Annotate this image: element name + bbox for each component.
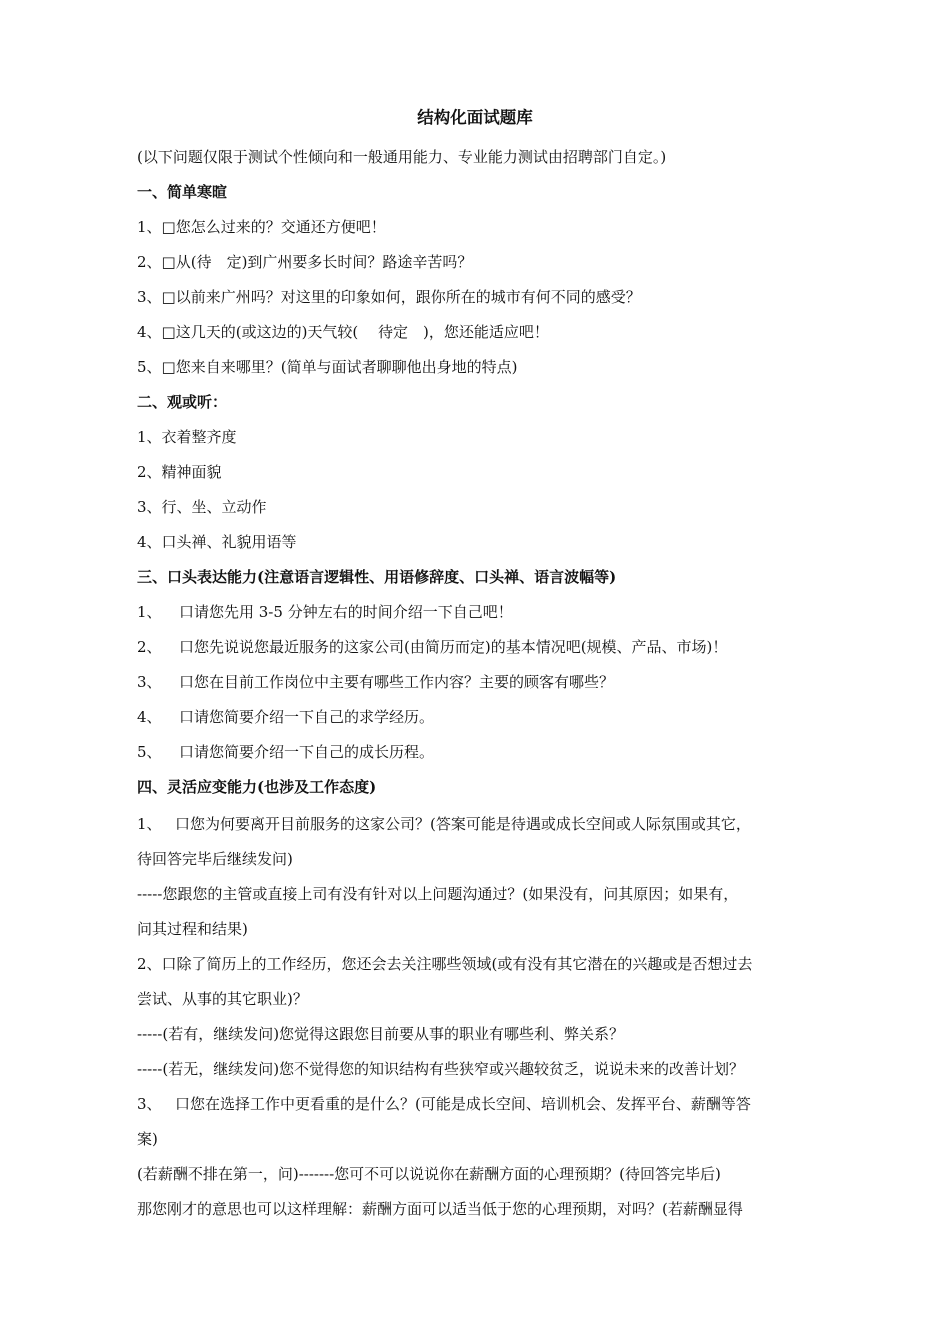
- adapt-question-1-follow: -----您跟您的主管或直接上司有没有针对以上问题沟通过？(如果没有，问其原因；如果有，: [137, 885, 739, 903]
- adapt-question-number: 1、: [137, 815, 162, 833]
- adapt-question-text: 口您在选择工作中更看重的是什么？(可能是成长空间、培训机会、发挥平台、薪酬等答: [175, 1095, 751, 1113]
- oral-question-text: 口请您先用 3-5 分钟左右的时间介绍一下自己吧！: [179, 603, 513, 621]
- greeting-question-2: 2、□从(待 定)到广州要多长时间？路途辛苦吗？: [137, 253, 473, 271]
- adapt-question-3-follow: (若薪酬不排在第一，问)-------您可不可以说说你在薪酬方面的心理预期？(待回答完毕后): [137, 1165, 721, 1183]
- oral-question-3: [137, 670, 614, 694]
- adapt-question-1-follow-cont: 问其过程和结果): [137, 920, 248, 938]
- oral-question-5: [137, 740, 434, 764]
- oral-question-text: 口请您简要介绍一下自己的成长历程。: [179, 743, 435, 761]
- oral-question-number: 1、: [137, 603, 162, 621]
- adapt-question-3-follow-cont: 那您刚才的意思也可以这样理解：薪酬方面可以适当低于您的心理预期，对吗？(若薪酬显得: [137, 1200, 743, 1218]
- oral-question-text: 口您在目前工作岗位中主要有哪些工作内容？主要的顾客有哪些？: [179, 673, 615, 691]
- greeting-question-4: 4、□这几天的(或这边的)天气较( 待定 )，您还能适应吧！: [137, 323, 549, 341]
- observe-item-1: 1、衣着整齐度: [137, 428, 237, 446]
- adapt-question-2-follow-no: -----(若无，继续发问)您不觉得您的知识结构有些狭窄或兴趣较贫乏，说说未来的改善计划？: [137, 1060, 745, 1078]
- document-title: 结构化面试题库: [417, 108, 533, 127]
- section-heading-adaptability: 四、灵活应变能力(也涉及工作态度): [137, 778, 377, 796]
- section-heading-greeting: 一、简单寒暄: [137, 183, 228, 201]
- oral-question-text: 口请您简要介绍一下自己的求学经历。: [179, 708, 435, 726]
- oral-question-number: 5、: [137, 743, 162, 761]
- adapt-question-2-cont: 尝试、从事的其它职业)？: [137, 990, 308, 1008]
- adapt-question-3-cont: 案): [137, 1130, 158, 1148]
- adapt-question-3: [137, 1092, 751, 1116]
- adapt-question-text: 口您为何要离开目前服务的这家公司？(答案可能是待遇或成长空间或人际氛围或其它，: [175, 815, 751, 833]
- section-heading-observe: 二、观或听：: [137, 393, 228, 411]
- section-heading-oral-expression: 三、口头表达能力(注意语言逻辑性、用语修辞度、口头禅、语言波幅等): [137, 568, 617, 586]
- adapt-question-1: [137, 812, 751, 836]
- greeting-question-3: 3、□以前来广州吗？对这里的印象如何，跟你所在的城市有何不同的感受？: [137, 288, 641, 306]
- oral-question-4: [137, 705, 434, 729]
- adapt-question-number: 3、: [137, 1095, 162, 1113]
- greeting-question-1: 1、□您怎么过来的？交通还方便吧！: [137, 218, 386, 236]
- oral-question-text: 口您先说说您最近服务的这家公司(由简历而定)的基本情况吧(规模、产品、市场)！: [179, 638, 728, 656]
- document-note: (以下问题仅限于测试个性倾向和一般通用能力、专业能力测试由招聘部门自定。): [137, 148, 667, 166]
- observe-item-3: 3、行、坐、立动作: [137, 498, 267, 516]
- adapt-question-1-cont: 待回答完毕后继续发问): [137, 850, 293, 868]
- observe-item-4: 4、口头禅、礼貌用语等: [137, 533, 297, 551]
- adapt-question-2-follow-yes: -----(若有，继续发问)您觉得这跟您目前要从事的职业有哪些利、弊关系？: [137, 1025, 625, 1043]
- oral-question-number: 2、: [137, 638, 162, 656]
- adapt-question-2: 2、口除了简历上的工作经历，您还会去关注哪些领域(或有没有其它潜在的兴趣或是否想过去: [137, 955, 753, 973]
- oral-question-1: [137, 600, 513, 624]
- oral-question-2: [137, 635, 727, 659]
- oral-question-number: 3、: [137, 673, 162, 691]
- greeting-question-5: 5、□您来自来哪里？(简单与面试者聊聊他出身地的特点): [137, 358, 518, 376]
- observe-item-2: 2、精神面貌: [137, 463, 222, 481]
- oral-question-number: 4、: [137, 708, 162, 726]
